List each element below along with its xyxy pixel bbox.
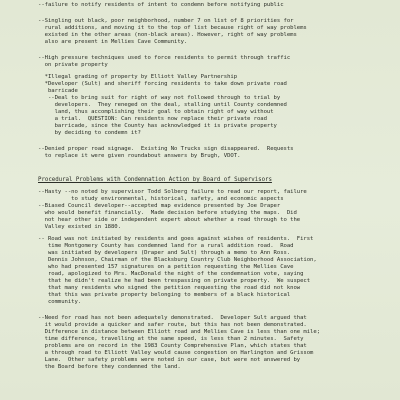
text-line: existed in the other areas (non-black areas). However, right of way problems [38, 32, 297, 38]
bullet-singling-out [38, 18, 386, 46]
sub-deal-detail [38, 95, 386, 137]
bullet-road-not-initiated [38, 236, 386, 306]
sub-developer-sheriff [38, 81, 386, 95]
text-line: by deciding to condemn it? [38, 130, 141, 136]
text-line: a through road to Elliott Valley would cause congestion on Harlington and Grissom [38, 350, 314, 356]
text-line: that many residents who signed the petition requesting the road did not know [38, 285, 301, 291]
text-line: to study environmental, historical, safety, and economic aspects [38, 196, 284, 202]
text-line: --Need for road has not been adequately demonstrated. Developer Sult argued that [38, 315, 307, 321]
text-line: barricade [38, 88, 78, 94]
text-line: -- Road was not initiated by residents and goes against wishes of residents. First [38, 236, 314, 242]
text-line: that he didn't realize he had been trespassing on private property. We suspect [38, 278, 311, 284]
text-line: --failure to notify residents of intent to condemn before notifying public [38, 2, 284, 8]
text-line: --Denied proper road signage. Existing No Trucks sign disappeared. Requests [38, 146, 294, 152]
bullet-hasty [38, 189, 386, 203]
text-line: --Hasty --no noted by supervisor Todd Solberg failure to read our report, failure [38, 189, 307, 195]
text-line: rural additions, and moving it to the top of list because right of way problems [38, 25, 307, 31]
bullet-road-signage [38, 146, 386, 160]
text-line: developers. They reneged on the deal, stalling until County condemned [38, 102, 287, 108]
text-line: *Illegal grading of property by Elliott Valley Partnership [38, 74, 238, 80]
text-line: problems are on record in the 1983 County Comprehensive Plan, which states that [38, 343, 307, 349]
text-line: road, apologized to Mrs. MacDonald the night of the condemnation vote, saying [38, 271, 304, 277]
section-heading [38, 177, 386, 184]
text-line: who would benefit financially. Made decision before studying the maps. Did [38, 210, 297, 216]
text-line: not hear other side or independent expert about whether a road through to the [38, 217, 301, 223]
text-line: barricade, since the County has acknowledged it is private property [38, 123, 277, 129]
text-line: --Biased Council developer--accepted map evidence presented by Joe Draper [38, 203, 281, 209]
bullet-high-pressure [38, 55, 386, 69]
text-line: to replace it were given roundabout answers by Brugh, VDOT. [38, 153, 241, 159]
text-line: a trial. QUESTION: Can residents now replace their private road [38, 116, 267, 122]
text-line: also are present in Mellies Cave Community. [38, 39, 188, 45]
sub-illegal-grading [38, 74, 386, 81]
text-line: Dennis Johnson, Chairman of the Blacksburg Country Club Neighborhood Association, [38, 257, 317, 263]
text-line: on private property [38, 62, 108, 68]
bullet-biased [38, 203, 386, 231]
text-line: time difference, travelling at the same speed, is less than 2 minutes. Safety [38, 336, 304, 342]
text-line: the Board before they condemned the land. [38, 364, 181, 370]
text-line: *Developer (Sult) and sheriff forcing residents to take down private road [38, 81, 287, 87]
text-line: was initiated by developers (Draper and Sult) through a memo to Ann Ross. [38, 250, 291, 256]
procedural-problems-heading: Procedural Problems with Condemnation Action by Board of Supervisors [38, 177, 272, 183]
text-line: Difference in distance between Elliott road and Mellies Cave is less than one mile; [38, 329, 321, 335]
bullet-need-for-road [38, 315, 386, 371]
text-line: --Singling out black, poor neighborhood, number 7 on list of 8 priorities for [38, 18, 294, 24]
text-line: community. [38, 299, 82, 305]
text-line: that this was private property belonging to members of a black historical [38, 292, 291, 298]
text-line: Lane. Other safety problems were noted in our case, but were not answered by [38, 357, 301, 363]
text-line: time Montgomery County has condemned land for a rural addition road. Road [38, 243, 294, 249]
text-line: land, thus accomplishing their goal to obtain right of way without [38, 109, 274, 115]
text-line: it would provide a quicker and safer route, but this has not been demonstrated. [38, 322, 307, 328]
text-line: who had presented 157 signatures on a petition requesting the Mellies Cave [38, 264, 294, 270]
text-line: --Deal to bring suit for right of way not followed through to trial by [38, 95, 281, 101]
text-line: Valley existed in 1880. [38, 224, 121, 230]
bullet-notify [38, 2, 386, 9]
text-line: --High pressure techniques used to force residents to permit through traffic [38, 55, 291, 61]
